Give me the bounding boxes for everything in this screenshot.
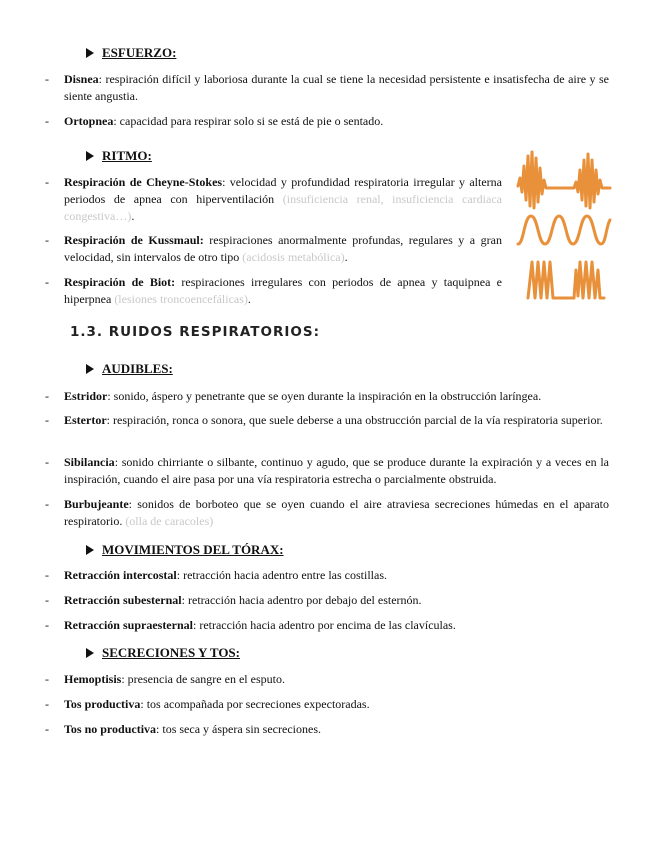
list-item: - Estridor: sonido, áspero y penetrante que se oyen durante la inspiración en la obstrucción laríngea. [45, 389, 542, 403]
section-title-ritmo: RITMO: [86, 148, 152, 164]
list-item: - Tos no productiva: tos seca y áspera sin secreciones. [45, 722, 321, 736]
list-item: - Respiración de Kussmaul: respiraciones anormalmente profundas, regulares y a gran velocidad, sin intervalos de otro tipo (acidosis metabólica). [45, 233, 502, 264]
list-item: - Retracción subesternal: retracción hacia adentro por debajo del esternón. [45, 593, 422, 607]
list-item: - Respiración de Biot: respiraciones irregulares con periodos de apnea y taquipnea e hiperpnea (lesiones troncoencefálicas). [45, 275, 502, 306]
list-item: - Tos productiva: tos acompañada por secreciones expectoradas. [45, 697, 370, 711]
arrow-bullet-icon [86, 648, 94, 658]
cheyne-stokes-wave-icon [518, 152, 610, 208]
list-item: - Retracción intercostal: retracción hacia adentro entre las costillas. [45, 568, 387, 582]
section-title-movimientos: MOVIMIENTOS DEL TÓRAX: [86, 542, 284, 558]
list-item: - Burbujeante: sonidos de borboteo que se oyen cuando el aire atraviesa secreciones húmedas en el aparato respiratorio. (olla de caracoles) [45, 497, 609, 528]
breathing-waveforms-illustration [514, 148, 614, 308]
section-title-secreciones: SECRECIONES Y TOS: [86, 645, 240, 661]
list-item: - Ortopnea: capacidad para respirar solo si se está de pie o sentado. [45, 114, 384, 128]
arrow-bullet-icon [86, 364, 94, 374]
heading-ruidos-respiratorios: 1.3. RUIDOS RESPIRATORIOS: [70, 324, 320, 340]
section-title-audibles: AUDIBLES: [86, 361, 173, 377]
list-item: - Hemoptisis: presencia de sangre en el esputo. [45, 672, 285, 686]
kussmaul-wave-icon [518, 216, 610, 244]
list-item: - Retracción supraesternal: retracción hacia adentro por encima de las clavículas. [45, 618, 456, 632]
arrow-bullet-icon [86, 151, 94, 161]
list-item: - Sibilancia: sonido chirriante o silbante, continuo y agudo, que se produce durante la expiración y a veces en la inspiración, cuando el aire pasa por una vía respiratoria estrecha o parcialmente obstruida. [45, 455, 609, 486]
biot-wave-icon [528, 262, 604, 298]
list-item: - Disnea: respiración difícil y laboriosa durante la cual se tiene la necesidad persistente e insatisfecha de aire y se siente angustia. [45, 72, 609, 103]
arrow-bullet-icon [86, 545, 94, 555]
section-title-esfuerzo: ESFUERZO: [86, 45, 176, 61]
arrow-bullet-icon [86, 48, 94, 58]
list-item: - Respiración de Cheyne-Stokes: velocidad y profundidad respiratoria irregular y alterna periodos de apnea con hiperventilación (insuficiencia renal, insuficiencia cardiaca congestiva…). [45, 175, 502, 223]
list-item: - Estertor: respiración, ronca o sonora, que suele deberse a una obstrucción parcial de la vía respiratoria superior. [45, 413, 603, 427]
